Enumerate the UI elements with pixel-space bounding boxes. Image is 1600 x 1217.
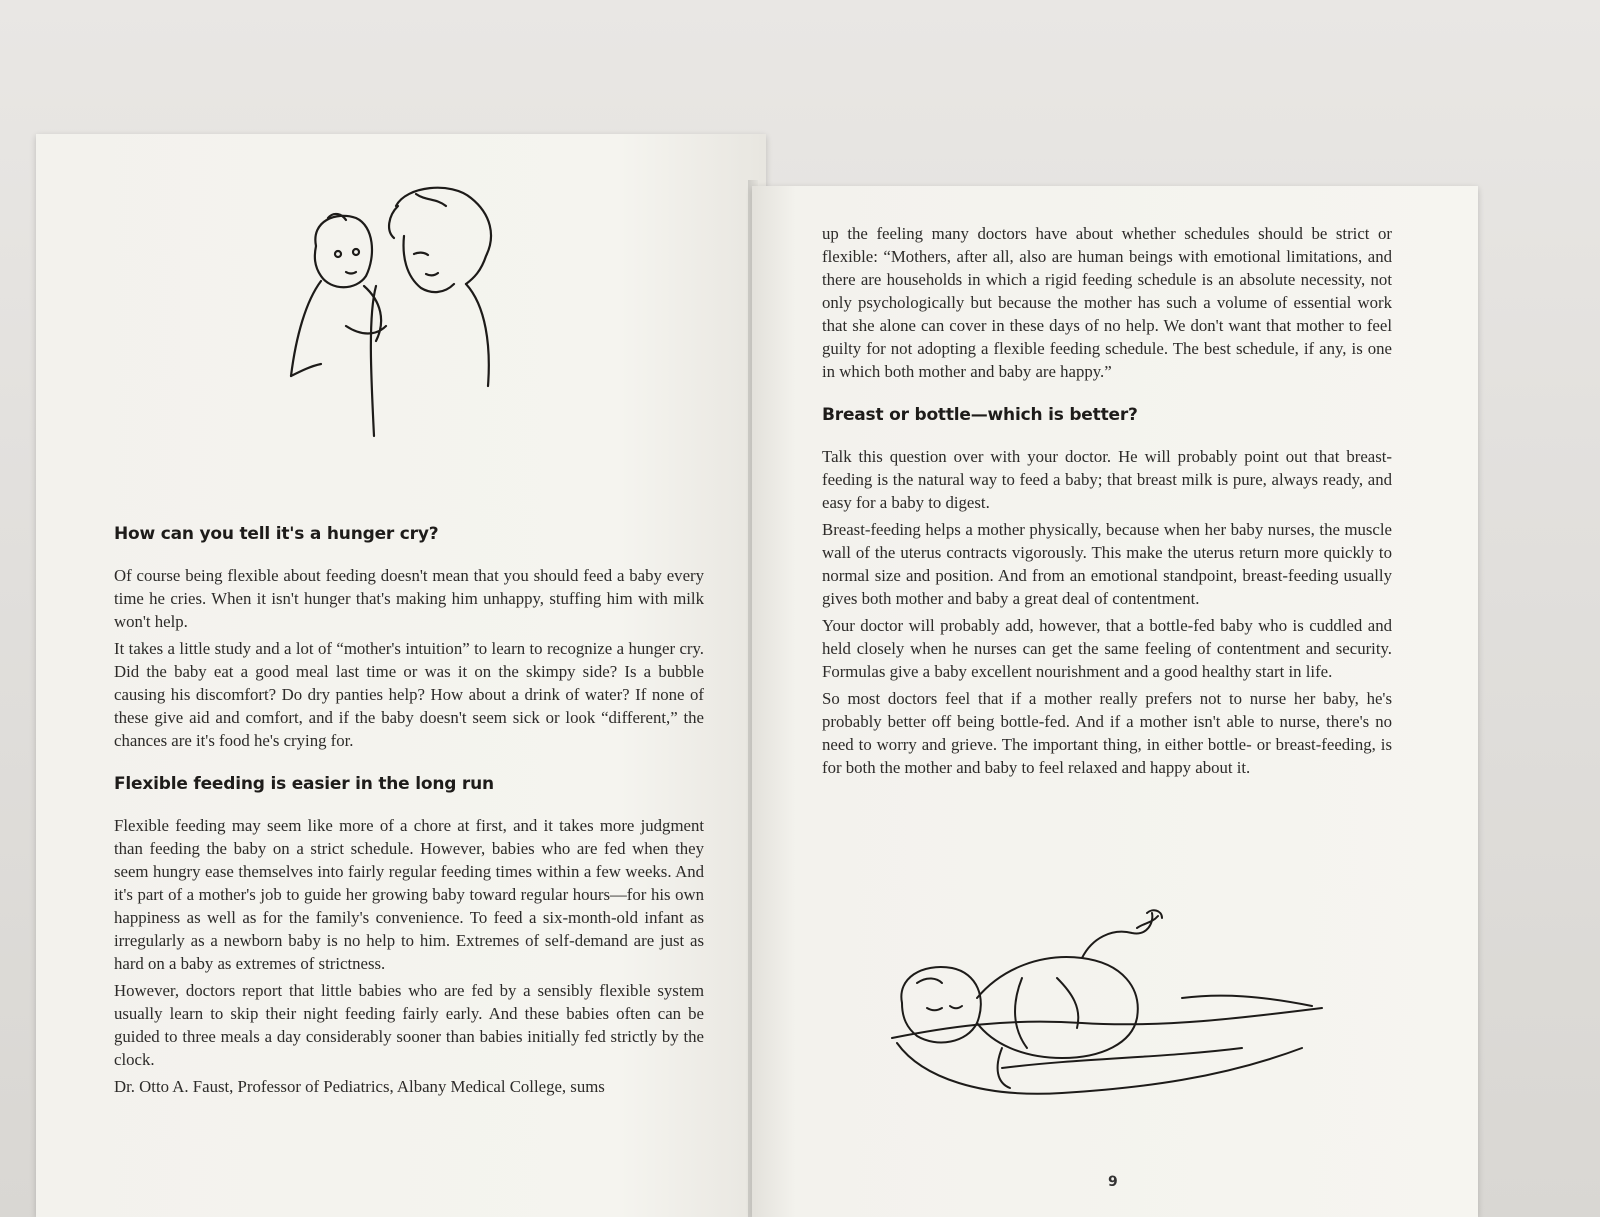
section-heading: How can you tell it's a hunger cry?: [114, 524, 439, 544]
paragraph: It takes a little study and a lot of “mother's intuition” to learn to recognize a hunger cry. Did the baby eat a good meal last time or was it on the skimpy side? Is a bubble causing his discomfort? Do dry panties help? How about a drink of water? If none of these give aid and comfort, and if the baby doesn't seem sick or look “different,” the chances are it's food he's crying for.: [114, 639, 704, 750]
sleeping-baby-illustration: [882, 908, 1332, 1118]
section-heading: Breast or bottle—which is better?: [822, 405, 1138, 425]
paragraph: Your doctor will probably add, however, that a bottle-fed baby who is cuddled and held closely when he nurses can get the same feeling of contentment and security. Formulas give a baby excellent nourishment and a good healthy start in life.: [822, 616, 1392, 681]
section-heading: Flexible feeding is easier in the long run: [114, 774, 494, 794]
section-hunger-cry: [114, 524, 704, 752]
paragraph: Dr. Otto A. Faust, Professor of Pediatrics, Albany Medical College, sums: [114, 1077, 605, 1096]
paragraph: Talk this question over with your doctor. He will probably point out that breast-feeding is the natural way to feed a baby; that breast milk is pure, always ready, and easy for a baby to digest.: [822, 447, 1392, 512]
left-page-content: [114, 524, 704, 1120]
paragraph: Of course being flexible about feeding doesn't mean that you should feed a baby every time he cries. When it isn't hunger that's making him unhappy, stuffing him with milk won't help.: [114, 566, 704, 631]
paragraph: Breast-feeding helps a mother physically, because when her baby nurses, the muscle wall of the uterus contracts vigorously. This make the uterus return more quickly to normal size and position. And from an emotional standpoint, breast-feeding usually gives both mother and baby a great deal of contentment.: [822, 520, 1392, 608]
right-page: [752, 186, 1478, 1217]
page-number: 9: [1108, 1174, 1118, 1190]
mother-holding-baby-illustration: [276, 176, 526, 446]
paragraph: So most doctors feel that if a mother really prefers not to nurse her baby, he's probably better off being bottle-fed. And if a mother isn't able to nurse, there's no need to worry and grieve. The important thing, in either bottle- or breast-feeding, is for both the mother and baby to feel relaxed and happy about it.: [822, 689, 1392, 777]
right-page-content: [822, 222, 1392, 801]
section-breast-or-bottle: [822, 405, 1392, 779]
paragraph: Flexible feeding may seem like more of a chore at first, and it takes more judgment than feeding the baby on a strict schedule. However, babies who are fed when they seem hungry ease themselves into fairly regular feeding times within a few weeks. And it's part of a mother's job to guide her growing baby toward regular hours—for his own happiness as well as for the family's convenience. To feed a six-month-old infant as irregularly as a newborn baby is no help to him. Extremes of self-demand are just as hard on a baby as extremes of strictness.: [114, 816, 704, 973]
paragraph: However, doctors report that little babies who are fed by a sensibly flexible system usually learn to skip their night feeding fairly early. And these babies often can be guided to three meals a day considerably sooner than babies initially fed strictly by the clock.: [114, 981, 704, 1069]
paragraph: up the feeling many doctors have about whether schedules should be strict or flexible: “Mothers, after all, also are human beings with emotional limitations, and there are households in which a rigid feeding schedule is an absolute necessity, not only psychologically but because the mother has such a volume of essential work that she alone can cover in these days of no help. We don't want that mother to feel guilty for not adopting a flexible feeding schedule. The best schedule, if any, is one in which both mother and baby are happy.”: [822, 224, 1392, 381]
intro-continuation: [822, 222, 1392, 383]
section-flexible-feeding: [114, 774, 704, 1098]
left-page: [36, 134, 766, 1217]
